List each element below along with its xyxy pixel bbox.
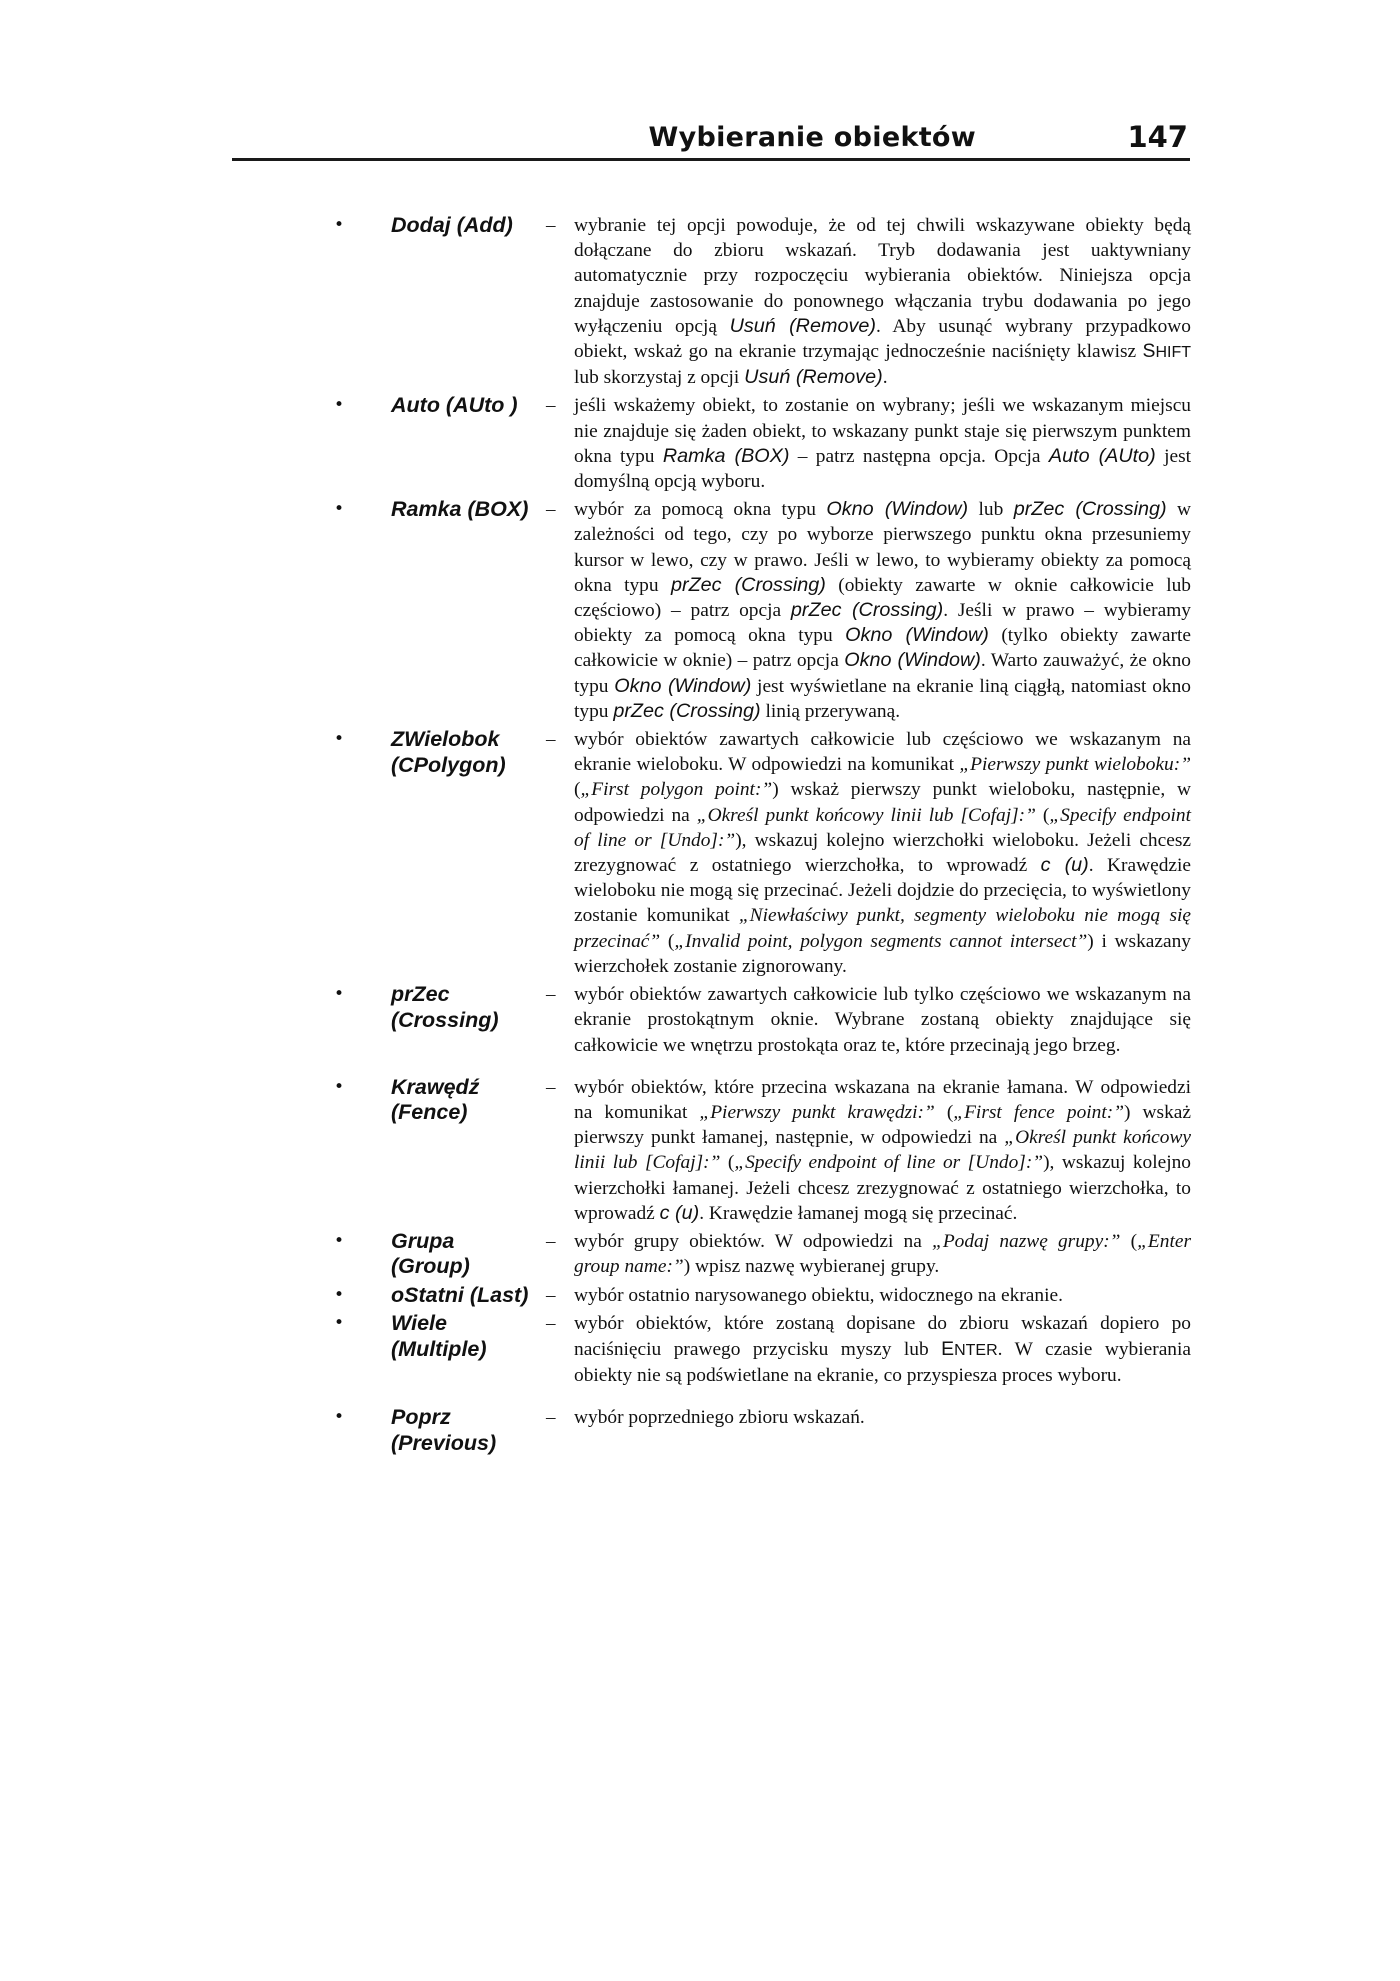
- option-list: [325, 213, 1191, 1459]
- bullet-icon: •: [334, 395, 345, 416]
- desc-text: . W czasie wybierania obiekty nie są podświetlane na ekranie, co przyspiesza proces wyboru.: [574, 1338, 1191, 1386]
- desc-text: . Krawędzie łamanej mogą się przecinać.: [699, 1202, 1018, 1224]
- option-description: [574, 1311, 1191, 1388]
- desc-text: (obiekty zawarte w oknie całkowicie lub częściowo) – patrz opcja: [574, 574, 1191, 622]
- option-entry: [325, 1075, 1191, 1226]
- option-entry: [325, 1311, 1191, 1388]
- desc-text: w zależności od tego, czy po wyborze pierwszego punktu okna przesuniemy kursor w lewo, czy w prawo. Jeśli w lewo, to wybieramy obiekty za pomocą okna typu: [574, 499, 1191, 596]
- option-description: [574, 1229, 1191, 1280]
- desc-text: ), wskazuj kolejno wierzchołki łamanej. Jeżeli chcesz zrezygnować z ostatniego wierzchołka, to wprowadź: [574, 1152, 1192, 1224]
- desc-em: „Określ punkt końcowy linii lub [Cofaj]:”: [574, 1127, 1191, 1174]
- desc-text: (: [720, 1152, 735, 1174]
- dash-separator: –: [546, 1313, 556, 1335]
- option-description: [574, 497, 1191, 724]
- bullet-icon: •: [334, 1230, 345, 1251]
- desc-text: lub: [968, 499, 1014, 521]
- desc-sc: SHIFT: [1142, 340, 1191, 363]
- dash-separator: –: [546, 1076, 556, 1098]
- option-description: [574, 727, 1191, 979]
- bullet-icon: •: [334, 1284, 345, 1305]
- option-entry: [325, 1283, 1191, 1309]
- bullet-icon: •: [334, 729, 345, 750]
- desc-em: „Pierwszy punkt wieloboku:”: [959, 754, 1191, 776]
- desc-em: „Niewłaściwy punkt, segmenty wieloboku nie mogą się przecinać”: [574, 905, 1191, 952]
- option-term: oStatni (Last): [391, 1282, 529, 1307]
- dash-separator: –: [546, 499, 556, 521]
- dash-separator: –: [546, 1230, 556, 1252]
- desc-em: „Określ punkt końcowy linii lub [Cofaj]:”: [696, 804, 1036, 826]
- desc-kw: c (u): [659, 1201, 700, 1224]
- desc-text: jeśli wskażemy obiekt, to zostanie on wybrany; jeśli we wskazanym miejscu nie znajduje się żaden obiekt, to wskazany punkt staje się pierwszym punktem okna typu: [574, 395, 1191, 467]
- desc-text: . Krawędzie wieloboku nie mogą się przecinać. Jeżeli dojdzie do przecięcia, to wyświetlony zostanie komunikat: [574, 855, 1192, 927]
- desc-text: ) wpisz nazwę wybieranej grupy.: [683, 1256, 940, 1278]
- bullet-icon: •: [334, 984, 345, 1005]
- desc-kw: prZec (Crossing): [670, 573, 826, 596]
- bullet-icon: •: [334, 1407, 345, 1428]
- desc-em: „Podaj nazwę grupy:”: [932, 1230, 1121, 1252]
- option-term: Dodaj (Add): [391, 213, 513, 237]
- desc-kw: prZec (Crossing): [790, 599, 944, 622]
- desc-text: . Aby usunąć wybrany przypadkowo obiekt, wskaż go na ekranie trzymając jednocześnie naciśnięty klawisz: [574, 315, 1191, 363]
- desc-text: jest domyślną opcją wyboru.: [574, 445, 1191, 493]
- dash-separator: –: [546, 984, 556, 1006]
- option-description: [574, 213, 1191, 390]
- desc-kw: Ramka (BOX): [662, 444, 790, 467]
- option-description: [574, 1075, 1191, 1226]
- desc-em: „Enter group name:”: [574, 1230, 1191, 1278]
- desc-text: (: [1120, 1230, 1138, 1252]
- desc-text: wybór za pomocą okna typu: [574, 499, 827, 521]
- option-entry: [325, 1405, 1191, 1456]
- option-entry: [325, 982, 1191, 1058]
- desc-text: .: [882, 367, 888, 389]
- desc-text: wybór obiektów, które przecina wskazana na ekranie łamana. W odpowiedzi na komunikat: [574, 1076, 1191, 1123]
- running-header: [232, 118, 1190, 161]
- desc-em: „Specify endpoint of line or [Undo]:”: [574, 804, 1192, 851]
- option-description: [574, 982, 1191, 1058]
- desc-text: (: [660, 930, 675, 952]
- desc-em: „Specify endpoint of line or [Undo]:”: [734, 1152, 1044, 1174]
- desc-text: linią przerywaną.: [760, 700, 901, 722]
- desc-text: ), wskazuj kolejno wierzchołki wieloboku. Jeżeli chcesz zrezygnować z ostatniego wierzchołka, to wprowadź: [574, 829, 1191, 877]
- option-description: [574, 393, 1191, 494]
- desc-text: (: [1035, 804, 1050, 826]
- dash-separator: –: [546, 395, 556, 417]
- desc-text: (tylko obiekty zawarte całkowicie w oknie) – patrz opcja: [574, 625, 1191, 672]
- option-entry: [325, 213, 1191, 390]
- desc-text: wybór obiektów zawartych całkowicie lub tylko częściowo we wskazanym na ekranie prostokątnym oknie. Wybrane zostaną obiekty znajdujące się całkowicie we wnętrzu prostokąta oraz te, które przecinają jego brzeg.: [574, 984, 1191, 1056]
- option-term: Krawędź (Fence): [391, 1074, 480, 1125]
- desc-text: – patrz następna opcja. Opcja: [789, 445, 1049, 467]
- desc-kw: Auto (AUto): [1048, 444, 1156, 467]
- bullet-icon: •: [334, 215, 345, 235]
- option-term: Poprz (Previous): [391, 1405, 497, 1455]
- desc-text: (: [934, 1101, 954, 1123]
- desc-kw: Usuń (Remove): [744, 366, 883, 389]
- desc-text: ) i wskazany wierzchołek zostanie zignorowany.: [574, 930, 1192, 977]
- desc-kw: c (u): [1040, 854, 1089, 877]
- option-description: [574, 1283, 1191, 1309]
- desc-text: lub skorzystaj z opcji: [574, 367, 745, 389]
- option-term: prZec (Crossing): [391, 982, 499, 1032]
- bullet-icon: •: [334, 1313, 345, 1334]
- option-description: [574, 1405, 1191, 1456]
- dash-separator: –: [546, 729, 556, 751]
- desc-text: ) wskaż pierwszy punkt wieloboku, następnie, w odpowiedzi na: [574, 779, 1191, 826]
- desc-kw: Okno (Window): [844, 649, 981, 672]
- desc-text: . Warto zauważyć, że okno typu: [574, 650, 1191, 697]
- desc-text: jest wyświetlane na ekranie liną ciągłą, natomiast okno typu: [574, 675, 1191, 722]
- option-entry: [325, 1229, 1191, 1280]
- bullet-icon: •: [334, 1076, 345, 1097]
- option-entry: [325, 497, 1191, 724]
- dash-separator: –: [546, 1284, 556, 1306]
- option-entry: [325, 393, 1191, 494]
- desc-sc: ENTER: [941, 1337, 998, 1360]
- desc-kw: prZec (Crossing): [613, 699, 761, 722]
- page-number: 147: [1127, 120, 1188, 154]
- desc-text: wybór poprzedniego zbioru wskazań.: [574, 1407, 865, 1429]
- desc-text: wybór obiektów, które zostaną dopisane do zbioru wskazań dopiero po naciśnięciu prawego przycisku myszy lub: [574, 1313, 1191, 1360]
- header-title: Wybieranie obiektów: [648, 122, 976, 153]
- desc-text: wybór ostatnio narysowanego obiektu, widocznego na ekranie.: [574, 1284, 1063, 1306]
- option-term: Wiele (Multiple): [391, 1311, 487, 1361]
- desc-text: wybranie tej opcji powoduje, że od tej chwili wskazywane obiekty będą dołączane do zbioru wskazań. Tryb dodawania jest uaktywniany automatycznie przy rozpoczęciu wybierania obiektów. Niniejsza opcja znajduje zastosowanie do ponownego włączania trybu dodawania po jego wyłączeniu opcją: [574, 215, 1191, 337]
- desc-em: „First fence point:”: [953, 1101, 1124, 1123]
- desc-em: „Pierwszy punkt krawędzi:”: [699, 1101, 935, 1123]
- desc-text: . Jeśli w prawo – wybieramy obiekty za pomocą okna typu: [574, 600, 1191, 647]
- desc-text: (: [574, 779, 581, 801]
- option-term: Auto (AUto ): [391, 393, 518, 418]
- option-term: Ramka (BOX): [391, 497, 529, 522]
- desc-kw: Okno (Window): [826, 498, 969, 521]
- dash-separator: –: [546, 215, 556, 236]
- desc-text: wybór grupy obiektów. W odpowiedzi na: [574, 1230, 933, 1252]
- desc-em: „First polygon point:”: [580, 779, 773, 801]
- desc-em: „Invalid point, polygon segments cannot intersect”: [674, 930, 1088, 952]
- desc-kw: Usuń (Remove): [729, 314, 876, 337]
- desc-kw: Okno (Window): [845, 624, 989, 647]
- desc-kw: Okno (Window): [614, 674, 752, 697]
- desc-text: ) wskaż pierwszy punkt łamanej, następnie, w odpowiedzi na: [574, 1101, 1191, 1149]
- desc-text: wybór obiektów zawartych całkowicie lub częściowo we wskazanym na ekranie wieloboku. W odpowiedzi na komunikat: [574, 729, 1191, 776]
- bullet-icon: •: [334, 499, 345, 520]
- desc-kw: prZec (Crossing): [1013, 498, 1167, 521]
- option-term: ZWielobok (CPolygon): [391, 727, 506, 777]
- option-term: Grupa (Group): [391, 1228, 470, 1279]
- dash-separator: –: [546, 1407, 556, 1429]
- option-entry: [325, 727, 1191, 979]
